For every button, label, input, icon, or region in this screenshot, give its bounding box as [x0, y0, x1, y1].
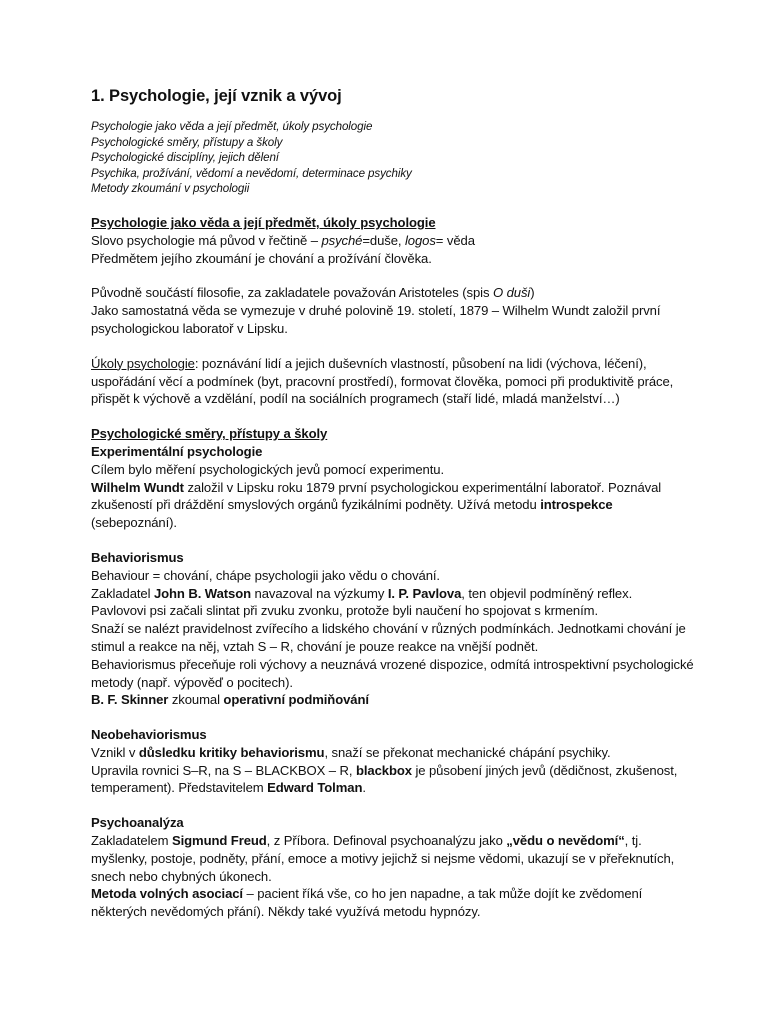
section-heading: Psychologické směry, přístupy a školy: [91, 426, 328, 442]
subheading-psychoanalysis: Psychoanalýza: [91, 815, 184, 831]
paragraph-wundt: Wilhelm Wundt založil v Lipsku roku 1879 první psychologickou experimentální laboratoř. Poznával zkušeností při dráždění smyslových orgánů fyzikálními podněty. Užívá metodu introspekce (sebepoznání).: [91, 479, 662, 531]
document-title: 1. Psychologie, její vznik a vývoj: [91, 87, 342, 105]
toc-item: Psychika, prožívání, vědomí a nevědomí, determinace psychiky: [91, 166, 412, 180]
section-psychological-schools: [91, 425, 698, 921]
section-psychology-as-science: [91, 214, 698, 408]
paragraph-behaviour: Behaviour = chování, chápe psychologii jako vědu o chování.: [91, 567, 440, 583]
paragraph-experimental-goal: Cílem bylo měření psychologických jevů pomocí experimentu.: [91, 461, 444, 477]
paragraph-regularity: Snaží se nalézt pravidelnost zvířecího a lidského chování v různých podmínkách. Jednotkami chování je stimul a reakce na něj, vztah S – R, chování je pouze reakce na vnější podnět.: [91, 621, 686, 654]
paragraph-subject: Předmětem jejího zkoumání je chování a prožívání člověka.: [91, 250, 432, 266]
toc-item: Psychologické směry, přístupy a školy: [91, 135, 283, 149]
paragraph-pavlov-dogs: Pavlovovi psi začali slintat při zvuku zvonku, protože byli naučení ho spojovat s krmením.: [91, 603, 598, 619]
paragraph-overestimation: Behaviorismus přeceňuje roli výchovy a neuznává vrozené dispozice, odmítá introspektivní psychologické metody (např. výpověď o pocitech).: [91, 656, 694, 690]
table-of-contents: [91, 119, 698, 197]
paragraph-skinner: B. F. Skinner zkoumal operativní podmiňování: [91, 692, 369, 708]
toc-item: Metody zkoumání v psychologii: [91, 182, 250, 196]
block-behaviorism: [91, 549, 698, 709]
paragraph-origin: Slovo psychologie má původ v řečtině – psyché=duše, logos= věda: [91, 232, 475, 248]
paragraph-free-association: Metoda volných asociací – pacient říká vše, co ho jen napadne, a tak může dojít ke zvědomení některých nevědomých přání). Někdy také využívá metodu hypnózy.: [91, 886, 643, 920]
block-psychoanalysis: [91, 814, 698, 921]
subheading-neobehaviorism: Neobehaviorismus: [91, 727, 207, 743]
tasks-label: Úkoly psychologie: [91, 355, 195, 371]
subheading-behaviorism: Behaviorismus: [91, 549, 184, 565]
paragraph-freud: Zakladatelem Sigmund Freud, z Příbora. Definoval psychoanalýzu jako „vědu o nevědomí“, tj. myšlenky, postoje, podněty, přání, emoce a motivy jejichž si nejsme vědomi, ukazují se v přeřeknutích, snech nebo chybných úkonech.: [91, 833, 675, 884]
paragraph-watson: Zakladatel John B. Watson navazoval na výzkumy I. P. Pavlova, ten objevil podmíněný reflex.: [91, 585, 633, 601]
paragraph-philosophy: Původně součástí filosofie, za zakladatele považován Aristoteles (spis O duši): [91, 285, 535, 301]
block-neobehaviorism: [91, 726, 698, 797]
paragraph-neo-origin: Vznikl v důsledku kritiky behaviorismu, snaží se překonat mechanické chápání psychiky.: [91, 744, 611, 760]
paragraph-tasks: Úkoly psychologie: poznávání lidí a jejich duševních vlastností, působení na lidi (výchova, léčení), uspořádání věcí a podmínek (byt, pracovní prostředí), formovat člověka, pomoci při produktivitě práce, přispět k výchově a vzdělání, podíl na sociálních programech (staří lidé, mladá manželství…): [91, 355, 674, 407]
paragraph-independent-science: Jako samostatná věda se vymezuje v druhé polovině 19. století, 1879 – Wilhelm Wundt založil první psychologickou laboratoř v Lipsku.: [91, 303, 661, 336]
section-heading: Psychologie jako věda a její předmět, úkoly psychologie: [91, 214, 436, 230]
paragraph-blackbox: Upravila rovnici S–R, na S – BLACKBOX – R, blackbox je působení jiných jevů (dědičnost, zkušenost, temperament). Představitelem Edward Tolman.: [91, 762, 678, 796]
toc-item: Psychologie jako věda a její předmět, úkoly psychologie: [91, 120, 373, 133]
toc-item: Psychologické disciplíny, jejich dělení: [91, 151, 279, 165]
subheading-experimental: Experimentální psychologie: [91, 443, 263, 459]
